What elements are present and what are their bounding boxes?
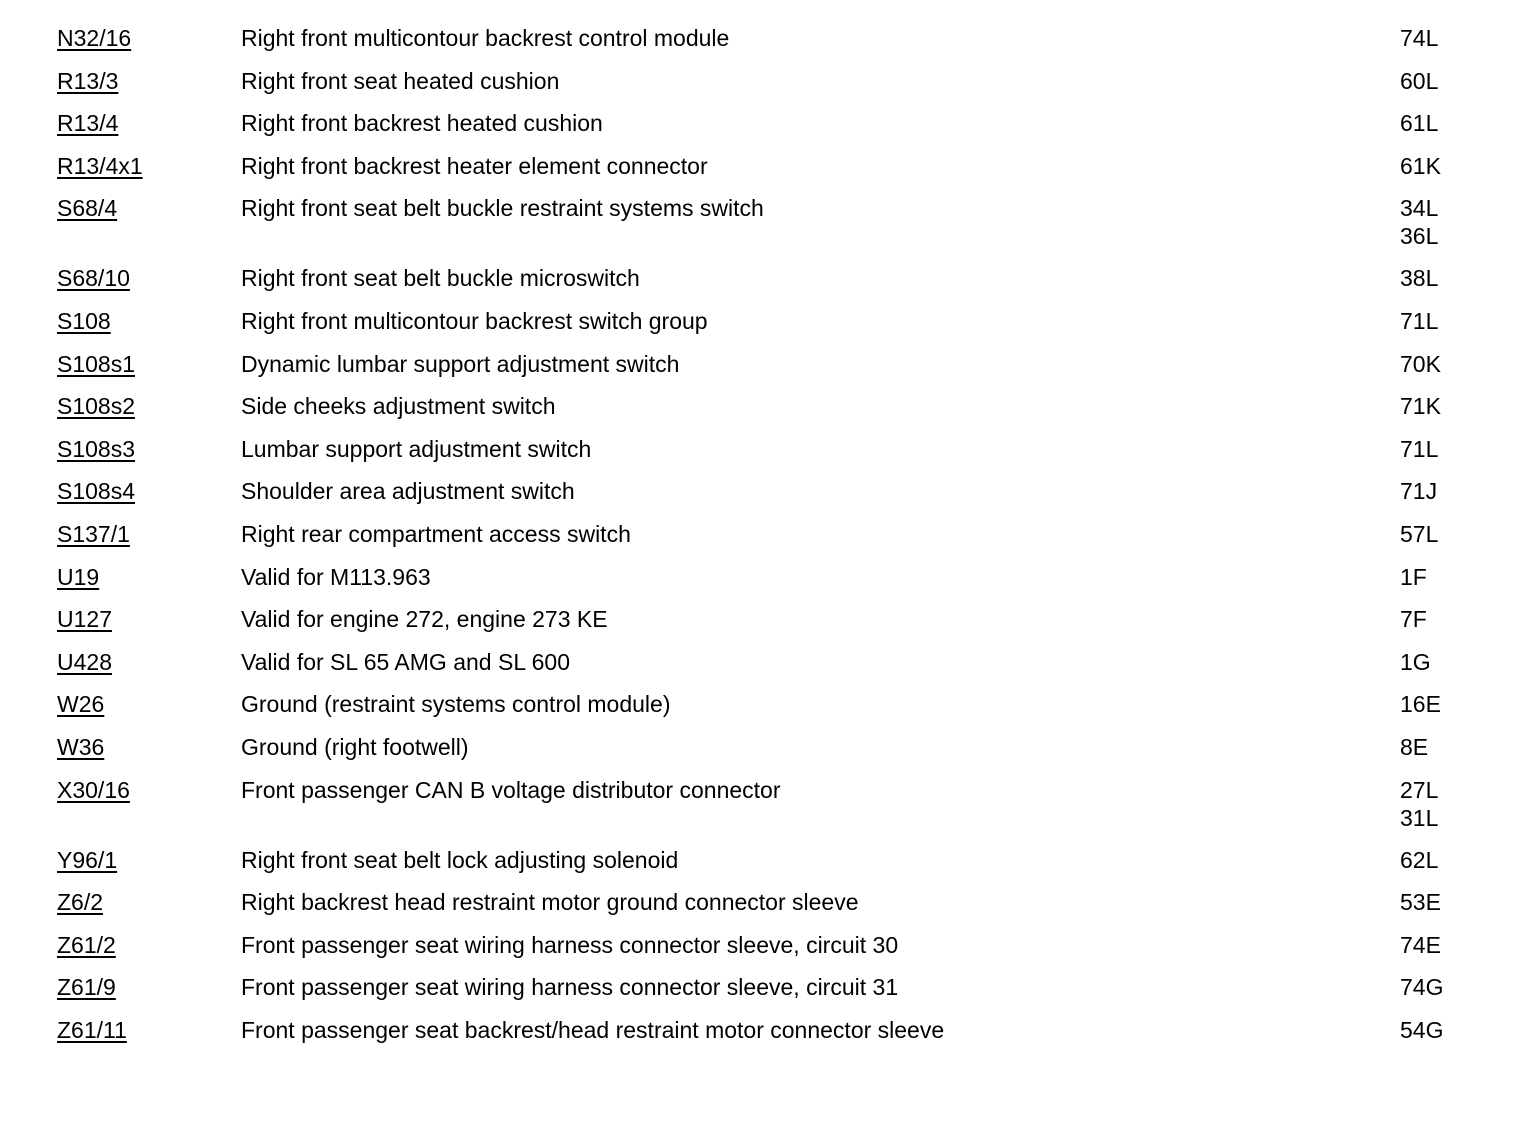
component-code-link[interactable]: Y96/1 [57,846,118,873]
table-row [0,1016,1536,1059]
grid-location: 54G [1400,1016,1444,1043]
component-code-link[interactable]: S108s1 [57,350,136,377]
grid-location: 16E [1400,691,1441,718]
grid-location: 71L [1400,435,1439,462]
table-row [0,888,1536,931]
component-description: Right front backrest heated cushion [241,110,603,137]
grid-location-cell [1400,931,1520,959]
table-row [0,152,1536,195]
component-code-link[interactable]: R13/4x1 [57,152,143,179]
table-row [0,931,1536,974]
grid-location: 70K [1400,350,1441,377]
component-code-link[interactable]: U19 [57,563,100,590]
grid-location: 36L [1400,223,1439,250]
component-description: Valid for engine 272, engine 273 KE [241,606,608,633]
grid-location: 31L [1400,804,1439,831]
table-row [0,307,1536,350]
grid-location: 62L [1400,846,1439,873]
component-code-link[interactable]: W26 [57,691,105,718]
table-row [0,648,1536,691]
grid-location: 1F [1400,563,1427,590]
grid-location: 7F [1400,606,1427,633]
grid-location: 61L [1400,110,1439,137]
component-legend-table [0,24,1536,1058]
component-code-link[interactable]: U428 [57,648,112,675]
grid-location-cell [1400,307,1520,335]
grid-location-cell [1400,67,1520,95]
grid-location-cell [1400,846,1520,874]
component-description: Dynamic lumbar support adjustment switch [241,350,680,377]
table-row [0,563,1536,606]
component-description: Right rear compartment access switch [241,520,631,547]
grid-location-cell [1400,264,1520,292]
grid-location-cell [1400,690,1520,718]
grid-location-cell [1400,776,1520,832]
component-code-link[interactable]: S108s2 [57,393,136,420]
component-description: Right front multicontour backrest control module [241,25,730,51]
grid-location: 74E [1400,931,1441,958]
grid-location: 74L [1400,25,1439,51]
grid-location-cell [1400,1016,1520,1044]
component-description: Right front multicontour backrest switch group [241,307,708,334]
grid-location: 74G [1400,974,1444,1001]
table-row [0,605,1536,648]
grid-location: 61K [1400,152,1441,179]
component-code-link[interactable]: X30/16 [57,776,130,803]
component-description: Right front seat belt buckle restraint systems switch [241,195,764,222]
table-row [0,733,1536,776]
grid-location-cell [1400,563,1520,591]
component-description: Shoulder area adjustment switch [241,478,575,505]
component-description: Front passenger seat backrest/head restraint motor connector sleeve [241,1016,945,1043]
component-description: Right backrest head restraint motor ground connector sleeve [241,889,859,916]
table-row [0,392,1536,435]
component-code-link[interactable]: Z6/2 [57,889,104,916]
grid-location: 71L [1400,307,1439,334]
table-row [0,67,1536,110]
component-code-link[interactable]: Z61/9 [57,974,116,1001]
table-row [0,24,1536,67]
component-description: Side cheeks adjustment switch [241,393,556,420]
component-code-link[interactable]: Z61/2 [57,931,116,958]
grid-location-cell [1400,888,1520,916]
grid-location: 1G [1400,648,1431,675]
table-row [0,846,1536,889]
component-description: Right front seat belt buckle microswitch [241,265,640,292]
component-description: Right front backrest heater element connector [241,152,708,179]
grid-location-cell [1400,350,1520,378]
component-description: Valid for M113.963 [241,563,431,590]
component-description: Front passenger seat wiring harness connector sleeve, circuit 31 [241,974,899,1001]
table-row [0,477,1536,520]
component-code-link[interactable]: S68/4 [57,195,118,222]
grid-location: 53E [1400,889,1441,916]
grid-location: 60L [1400,67,1439,94]
grid-location: 71J [1400,478,1438,505]
component-code-link[interactable]: W36 [57,733,105,760]
grid-location-cell [1400,109,1520,137]
grid-location-cell [1400,392,1520,420]
component-code-link[interactable]: Z61/11 [57,1016,127,1043]
table-row [0,520,1536,563]
component-code-link[interactable]: S68/10 [57,265,130,292]
component-code-link[interactable]: S137/1 [57,520,130,547]
table-row [0,435,1536,478]
component-code-link[interactable]: S108s3 [57,435,136,462]
component-code-link[interactable]: R13/3 [57,67,119,94]
table-row [0,109,1536,152]
grid-location-cell [1400,477,1520,505]
component-description: Right front seat heated cushion [241,67,560,94]
grid-location: 38L [1400,265,1439,292]
grid-location: 57L [1400,520,1439,547]
grid-location-cell [1400,24,1520,52]
component-description: Ground (right footwell) [241,733,469,760]
grid-location: 8E [1400,733,1429,760]
grid-location: 27L [1400,776,1439,803]
grid-location-cell [1400,733,1520,761]
table-row [0,776,1536,846]
table-row [0,264,1536,307]
grid-location-cell [1400,194,1520,250]
component-code-link[interactable]: U127 [57,606,112,633]
component-description: Front passenger CAN B voltage distributor connector [241,776,781,803]
grid-location-cell [1400,520,1520,548]
table-row [0,973,1536,1016]
component-code-link[interactable]: N32/16 [57,25,132,51]
grid-location-cell [1400,152,1520,180]
component-code-link[interactable]: S108s4 [57,478,136,505]
component-description: Ground (restraint systems control module) [241,691,671,718]
component-description: Lumbar support adjustment switch [241,435,592,462]
grid-location-cell [1400,435,1520,463]
grid-location-cell [1400,648,1520,676]
grid-location-cell [1400,605,1520,633]
grid-location: 34L [1400,195,1439,222]
grid-location: 71K [1400,393,1441,420]
component-code-link[interactable]: R13/4 [57,110,119,137]
component-description: Front passenger seat wiring harness connector sleeve, circuit 30 [241,931,899,958]
grid-location-cell [1400,973,1520,1001]
component-code-link[interactable]: S108 [57,307,111,334]
table-row [0,690,1536,733]
component-description: Right front seat belt lock adjusting solenoid [241,846,679,873]
component-description: Valid for SL 65 AMG and SL 600 [241,648,571,675]
table-row [0,350,1536,393]
table-row [0,194,1536,264]
